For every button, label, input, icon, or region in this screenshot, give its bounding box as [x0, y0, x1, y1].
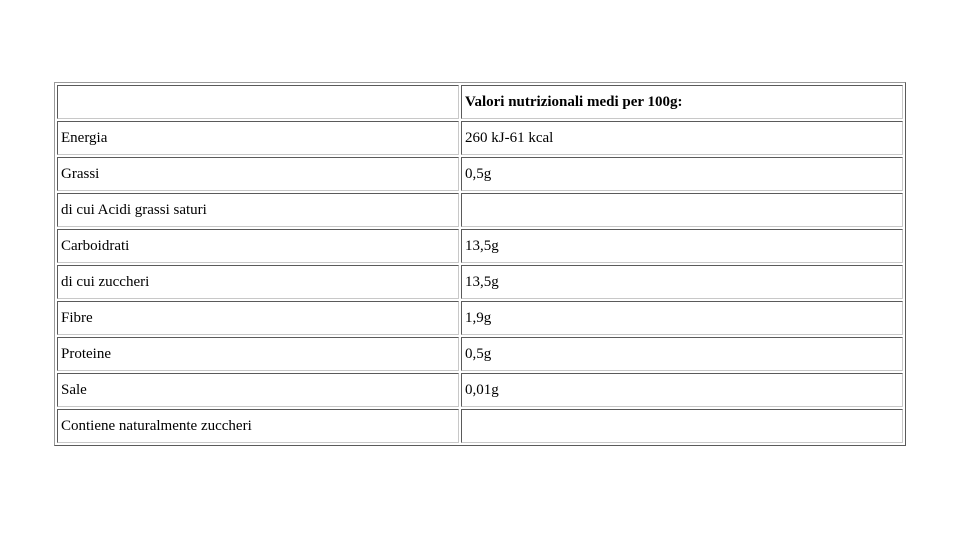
nutrient-value-cell: 0,01g [461, 373, 903, 407]
nutrient-value-cell: 0,5g [461, 157, 903, 191]
nutrient-name-cell: Carboidrati [57, 229, 459, 263]
nutrient-name-cell: Proteine [57, 337, 459, 371]
table-row [57, 373, 903, 407]
nutrient-name-cell: di cui zuccheri [57, 265, 459, 299]
nutrient-name-cell: Sale [57, 373, 459, 407]
nutrient-name-cell: Energia [57, 121, 459, 155]
nutrient-name-cell: Fibre [57, 301, 459, 335]
nutrient-name-cell: Contiene naturalmente zuccheri [57, 409, 459, 443]
nutrition-table [54, 82, 906, 446]
table-row [57, 229, 903, 263]
nutrient-value-cell: 1,9g [461, 301, 903, 335]
nutrient-value-cell: 0,5g [461, 337, 903, 371]
nutrient-value-cell [461, 193, 903, 227]
table-row [57, 337, 903, 371]
table-row [57, 157, 903, 191]
nutrient-value-cell [461, 409, 903, 443]
nutrient-name-cell: Grassi [57, 157, 459, 191]
table-row [57, 409, 903, 443]
table-row [57, 265, 903, 299]
nutrient-name-cell: di cui Acidi grassi saturi [57, 193, 459, 227]
table-row [57, 301, 903, 335]
table-header-row [57, 85, 903, 119]
table-row [57, 193, 903, 227]
nutrient-value-cell: 13,5g [461, 265, 903, 299]
header-name-cell [57, 85, 459, 119]
header-value-cell: Valori nutrizionali medi per 100g: [461, 85, 903, 119]
nutrient-value-cell: 13,5g [461, 229, 903, 263]
nutrient-value-cell: 260 kJ-61 kcal [461, 121, 903, 155]
table-row [57, 121, 903, 155]
